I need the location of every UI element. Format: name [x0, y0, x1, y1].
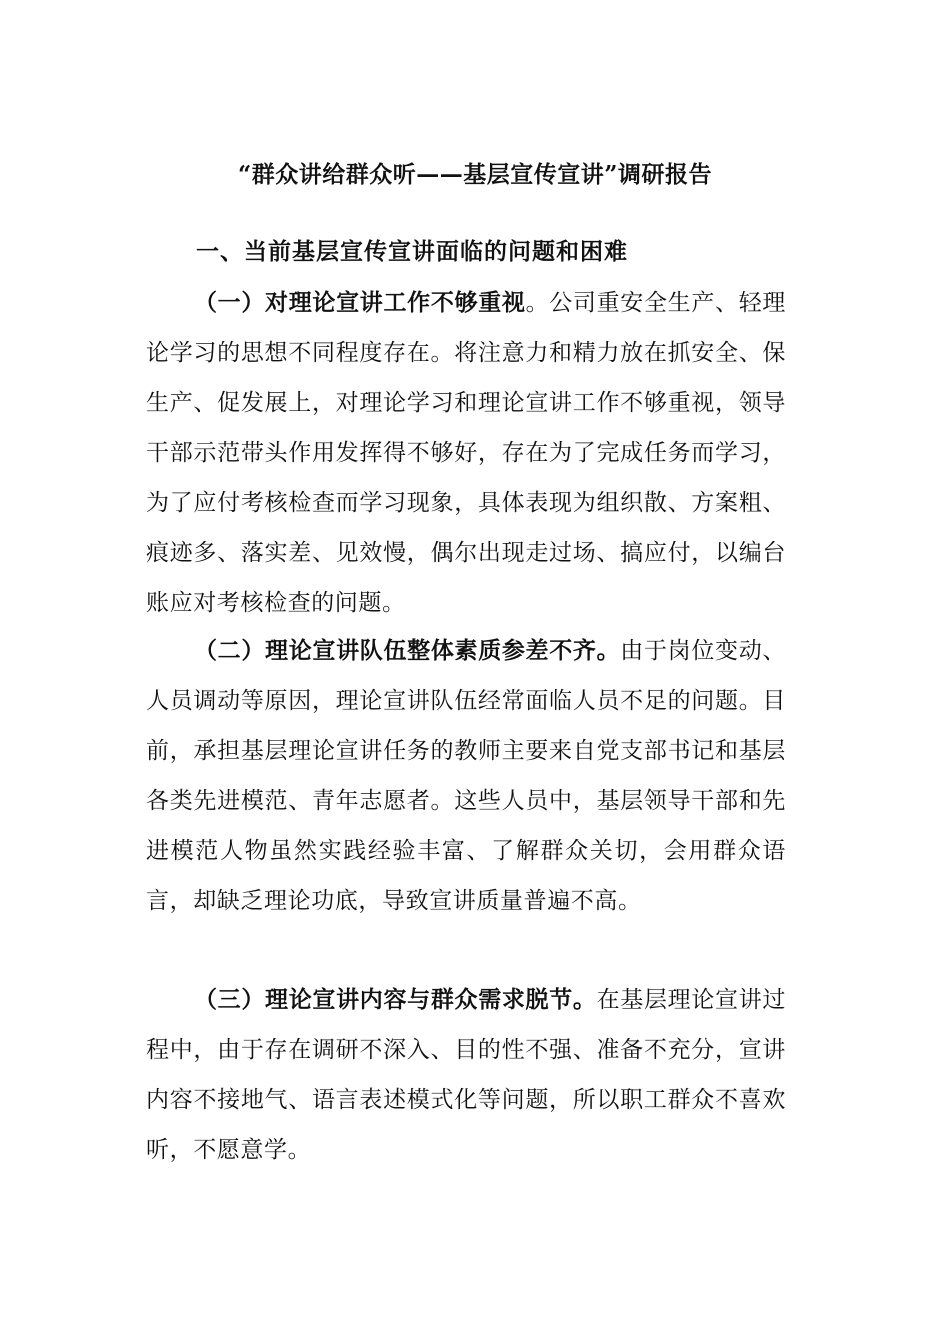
- section-heading: 一、当前基层宣传宣讲面临的问题和困难: [196, 238, 628, 265]
- paragraph-1-lead-punct: 。: [525, 290, 550, 316]
- document-title: “群众讲给群众听——基层宣传宣讲”调研报告: [238, 161, 712, 188]
- paragraph-1: [146, 278, 786, 628]
- paragraph-1-lead: （一）对理论宣讲工作不够重视: [194, 289, 526, 316]
- paragraph-3-body: 在基层理论宣讲过程中，由于存在调研不深入、目的性不强、准备不充分，宣讲内容不接地气、语言表述模式化等问题，所以职工群众不喜欢听，不愿意学。: [146, 987, 786, 1163]
- paragraph-2-lead: （二）理论宣讲队伍整体素质参差不齐。: [194, 637, 621, 664]
- paragraph-3-lead: （三）理论宣讲内容与群众需求脱节。: [194, 986, 597, 1013]
- paragraph-3: [146, 975, 786, 1175]
- paragraph-2-body: 由于岗位变动、人员调动等原因，理论宣讲队伍经常面临人员不足的问题。目前，承担基层理论宣讲任务的教师主要来自党支部书记和基层各类先进模范、青年志愿者。这些人员中，基层领导干部和先进模范人物虽然实践经验丰富、了解群众关切，会用群众语言，却缺乏理论功底，导致宣讲质量普遍不高。: [146, 638, 786, 914]
- paragraph-2: [146, 626, 786, 926]
- paragraph-1-body: 公司重安全生产、轻理论学习的思想不同程度存在。将注意力和精力放在抓安全、保生产、促发展上，对理论学习和理论宣讲工作不够重视，领导干部示范带头作用发挥得不够好，存在为了完成任务而学习，为了应付考核检查而学习现象，具体表现为组织散、方案粗、痕迹多、落实差、见效慢，偶尔出现走过场、搞应付，以编台账应对考核检查的问题。: [146, 290, 786, 616]
